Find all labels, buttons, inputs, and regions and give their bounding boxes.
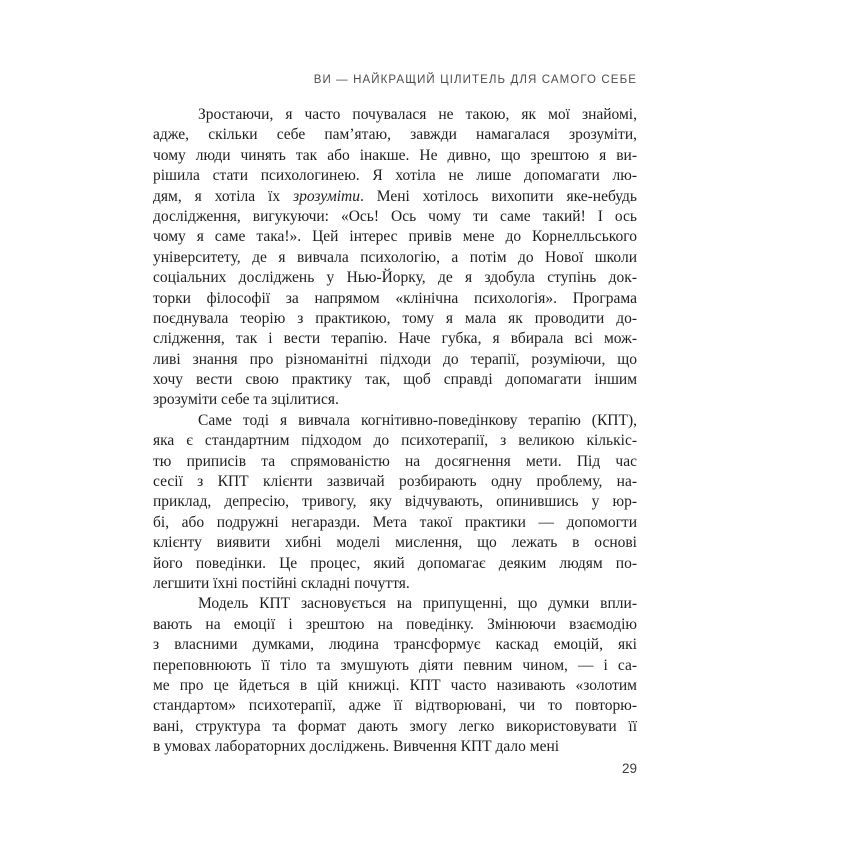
- text-line: дослідження, вигукуючи: «Ось! Ось чому ти саме такий! І ось: [153, 207, 637, 225]
- text-line: Зростаючи, я часто почувалася не такою, як мої знайомі,: [198, 106, 637, 123]
- text-line: хочу вести свою практику так, щоб справді допомагати іншим: [153, 371, 637, 389]
- text-line: сесії з КПТ клієнти зазвичай розбирають одну проблему, на-: [153, 473, 637, 491]
- text-line: адже, скільки себе пам’ятаю, завжди намагалася зрозуміти,: [153, 126, 637, 144]
- page-number: 29: [621, 761, 637, 776]
- text-line: клієнту виявити хибні моделі мислення, що лежать в основі: [153, 534, 637, 552]
- text-line: чому я саме така!». Цей інтерес привів мене до Корнелльського: [153, 228, 637, 246]
- text-line: вані, структура та формат дають змогу легко використовувати її: [153, 717, 637, 735]
- text-line: поєднувала теорію з практикою, тому я мала як проводити до-: [153, 309, 637, 327]
- text-line: приклад, депресію, тривогу, яку відчувають, опинившись у юр-: [153, 493, 637, 511]
- text-line: стандартом» психотерапії, адже її відтворювані, чи то повторю-: [153, 697, 637, 715]
- text-line: яка є стандартним підходом до психотерапії, з великою кількіс-: [153, 432, 637, 450]
- text-line: бі, або подружні негаразди. Мета такої практики — допомогти: [153, 513, 637, 531]
- text-block: [153, 105, 637, 758]
- text-line: тю приписів та спрямованістю на досягнення мети. Під час: [153, 452, 637, 470]
- text-line: чому люди чинять так або інакше. Не дивно, що зрештою я ви-: [153, 146, 637, 164]
- text-line: торки філософії за напрямом «клінічна психологія». Програма: [153, 289, 637, 307]
- text-line: його поведінки. Це процес, який допомагає деяким людям по-: [153, 554, 637, 572]
- text-line: вають на емоції і зрештою на поведінку. Змінюючи взаємодію: [153, 615, 637, 633]
- text-line: легшити їхні постійні складні почуття.: [153, 574, 410, 592]
- text-line: соціальних досліджень у Нью-Йорку, де я здобула ступінь док-: [153, 269, 637, 287]
- text-line: університету, де я вивчала психологію, а потім до Нової школи: [153, 248, 637, 266]
- text-line: Модель КПТ засновується на припущенні, що думки впли-: [198, 595, 637, 613]
- text-line: Саме тоді я вивчала когнітивно-поведінкову терапію (КПТ),: [198, 411, 637, 429]
- text-line: ливі знання про різноманітні підходи до терапії, розуміючи, що: [153, 350, 637, 368]
- text-line: з власними думками, людина трансформує каскад емоцій, які: [153, 636, 637, 654]
- text-line: слідження, так і вести терапію. Наче губка, я вбирала всі мож-: [153, 330, 637, 348]
- text-line: дям, я хотіла їх зрозуміти. Мені хотілось вихопити яке-небудь: [153, 187, 637, 205]
- text-line: зрозуміти себе та зцілитися.: [153, 391, 339, 409]
- text-line: ме про це йдеться в цій книжці. КПТ часто називають «золотим: [153, 676, 637, 694]
- running-header: ВИ — НАЙКРАЩИЙ ЦІЛИТЕЛЬ ДЛЯ САМОГО СЕБЕ: [313, 74, 637, 86]
- text-line: рішила стати психологинею. Я хотіла не лише допомагати лю-: [153, 167, 637, 185]
- text-line: переповнюють її тіло та змушують діяти певним чином, — і са-: [153, 656, 637, 674]
- text-line: в умовах лабораторних досліджень. Вивчення КПТ дало мені: [153, 738, 560, 756]
